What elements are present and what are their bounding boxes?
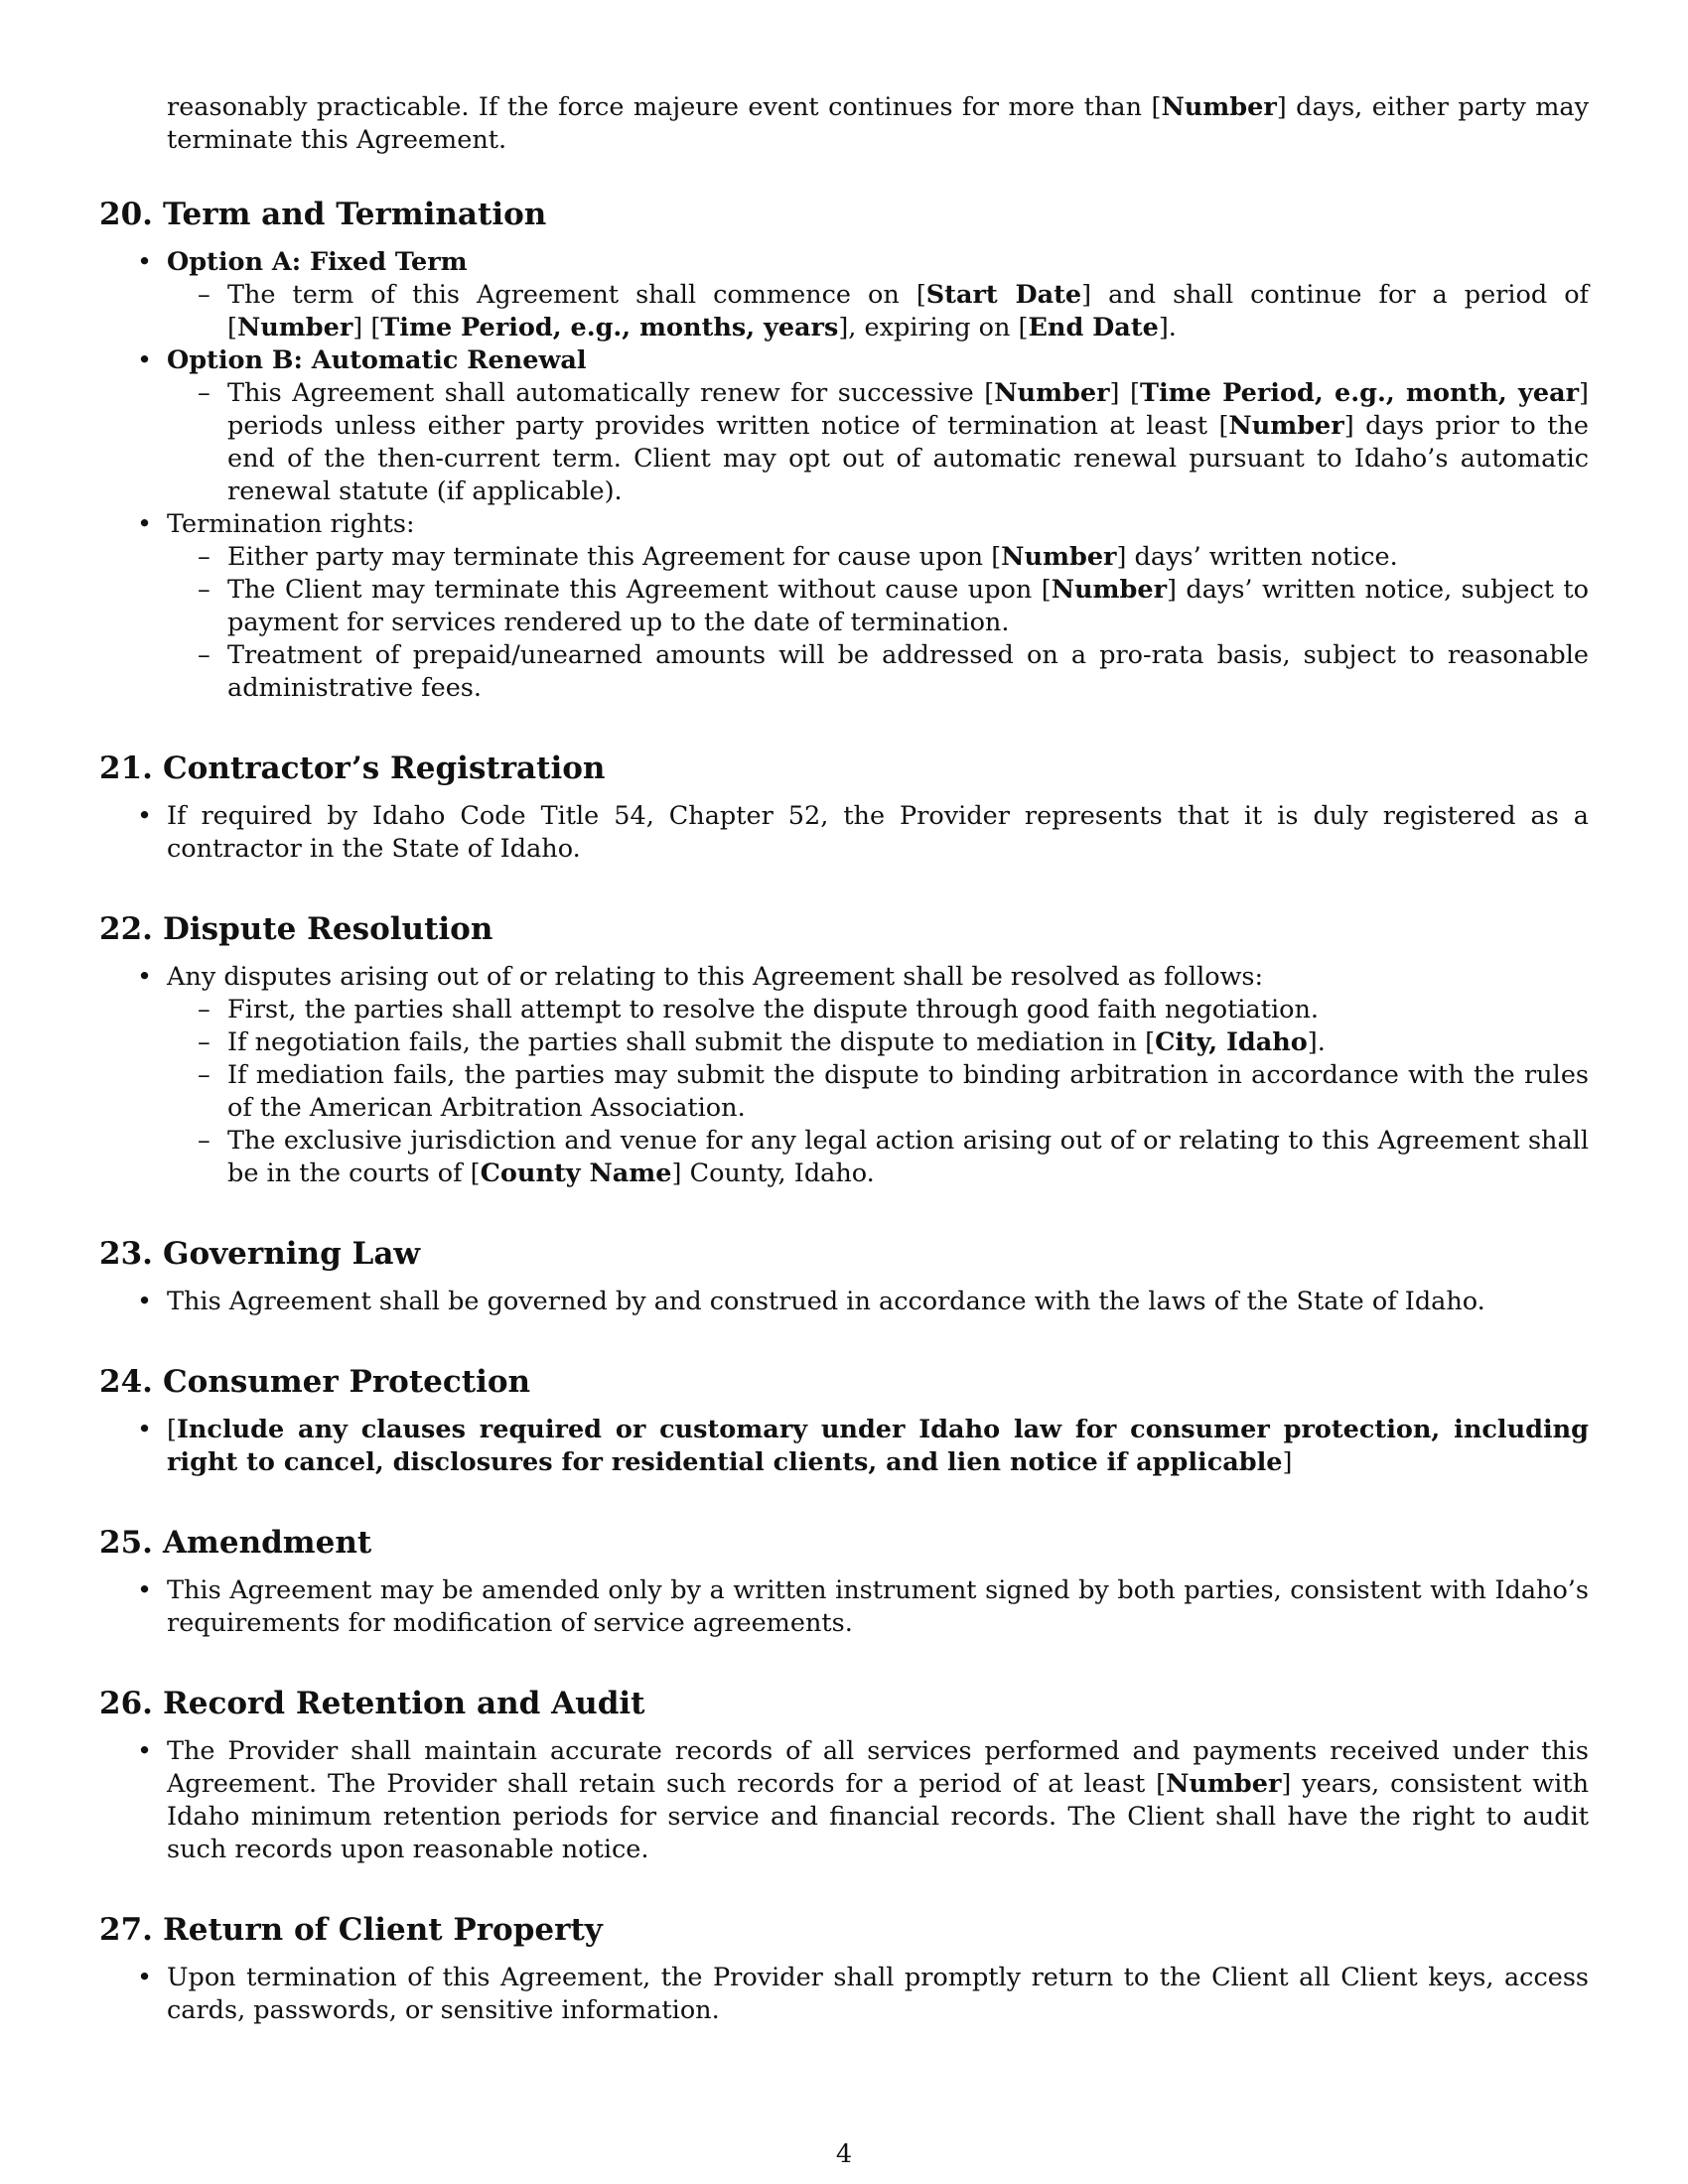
sub-list-item: – Either party may terminate this Agreement for cause upon [Number] days’ written notice. [227,541,1589,574]
section-heading [99,1686,1589,1721]
list-item: • If required by Idaho Code Title 54, Chapter 52, the Provider represents that it is duly registered as a contractor in the State of Idaho. [167,800,1589,866]
list-item: • The Provider shall maintain accurate records of all services performed and payments received under this Agreement. The Provider shall retain such records for a period of at least [Number] years, consistent with Idaho minimum retention periods for service and financial records. The Client shall have the right to audit such records upon reasonable notice. [167,1735,1589,1866]
bullet-list [99,1286,1589,1318]
list-item [167,508,1589,705]
placeholder-time-period: Time Period, e.g., month, year [1139,378,1580,408]
section-number: 22. [99,911,153,947]
intro-text: reasonably practicable. If the force majeure event continues for more than [ [167,92,1162,122]
list-item: • This Agreement shall be governed by and construed in accordance with the laws of the State of Idaho. [167,1286,1589,1318]
placeholder-number: Number [1051,575,1168,605]
sub-list-item: – This Agreement shall automatically renew for successive [Number] [Time Period, e.g., month, year] periods unless either party provides written notice of termination at least [Number] days prior to the end of the then-current term. Client may opt out of automatic renewal pursuant to Idaho’s automatic renewal statute (if applicable). [227,377,1589,508]
list-item: • Upon termination of this Agreement, the Provider shall promptly return to the Client all Client keys, access cards, passwords, or sensitive information. [167,1962,1589,2027]
placeholder-number: Number [1161,92,1277,122]
section-23 [99,1236,1589,1318]
placeholder-number: Number [994,378,1110,408]
sub-list-item: – If mediation fails, the parties may submit the dispute to binding arbitration in accordance with the rules of the American Arbitration Association. [227,1059,1589,1125]
section-title: Consumer Protection [163,1364,531,1400]
placeholder-number: Number [236,313,353,342]
section-title: Amendment [163,1525,372,1561]
list-item: • Any disputes arising out of or relating to this Agreement shall be resolved as follows: – First, the parties shall attempt to resolve the dispute through good faith negotiation. – If negotiation fails, the parties shall submit the dispute to mediation in [City, Idaho]. – If mediation fails, the parties may submit the dispute to binding arbitration in accordance with the rules of the American Arbitration Association. – The exclusive jurisdiction and venue for any legal action arising out of or relating to this Agreement shall be in the courts of [County Name] County, Idaho. [167,961,1589,1190]
termination-rights-label: Termination rights: [167,509,415,539]
placeholder-start-date: Start Date [925,280,1082,310]
placeholder-time-period: Time Period, e.g., months, years [380,313,839,342]
section-heading [99,1364,1589,1400]
sub-list [167,279,1589,344]
section-25 [99,1525,1589,1640]
section-heading [99,1236,1589,1272]
sub-list-item: – First, the parties shall attempt to resolve the dispute through good faith negotiation. [227,994,1589,1026]
placeholder-consumer-clauses: Include any clauses required or customary under Idaho law for consumer protection, including right to cancel, disclosures for residential clients, and lien notice if applicable [167,1415,1589,1477]
section-heading [99,911,1589,947]
intro-paragraph [167,91,1589,157]
list-item [167,344,1589,508]
option-a-label: Option A: Fixed Term [167,247,468,277]
section-21 [99,751,1589,866]
bullet-list [99,1962,1589,2027]
section-heading [99,1525,1589,1561]
section-number: 25. [99,1525,153,1561]
section-number: 21. [99,751,153,786]
bullet-list [99,1574,1589,1640]
section-number: 27. [99,1912,153,1948]
sub-list-item: – The Client may terminate this Agreement without cause upon [Number] days’ written notice, subject to payment for services rendered up to the date of termination. [227,574,1589,639]
section-heading [99,197,1589,232]
sub-list-item: – If negotiation fails, the parties shall submit the dispute to mediation in [City, Idaho]. [227,1026,1589,1059]
list-item: • [Include any clauses required or customary under Idaho law for consumer protection, including right to cancel, disclosures for residential clients, and lien notice if applicable] [167,1414,1589,1479]
placeholder-number: Number [1001,542,1117,572]
section-title: Term and Termination [163,197,547,232]
section-20 [99,197,1589,705]
section-26 [99,1686,1589,1866]
section-22 [99,911,1589,1190]
placeholder-end-date: End Date [1028,313,1159,342]
section-number: 24. [99,1364,153,1400]
section-title: Dispute Resolution [163,911,493,947]
list-item: • This Agreement may be amended only by a written instrument signed by both parties, consistent with Idaho’s requirements for modification of service agreements. [167,1574,1589,1640]
bullet-list [99,961,1589,1190]
section-number: 26. [99,1686,153,1721]
bullet-list [99,246,1589,705]
section-number: 23. [99,1236,153,1272]
section-number: 20. [99,197,153,232]
option-b-label: Option B: Automatic Renewal [167,345,587,375]
list-item [167,246,1589,344]
sub-list [167,541,1589,705]
page-number: 4 [835,2139,853,2169]
sub-list-item: – The term of this Agreement shall commence on [Start Date] and shall continue for a period of [Number] [Time Period, e.g., months, years], expiring on [End Date]. [227,279,1589,344]
placeholder-city: City, Idaho [1155,1027,1308,1057]
section-27 [99,1912,1589,2027]
sub-list [167,994,1589,1190]
section-title: Return of Client Property [163,1912,603,1948]
placeholder-county: County Name [480,1159,672,1188]
bullet-list [99,1414,1589,1479]
intro-text-end: ] days, either party may terminate this Agreement. [167,92,1589,155]
section-24 [99,1364,1589,1479]
section-title: Contractor’s Registration [163,751,606,786]
section-heading [99,1912,1589,1948]
section-heading [99,751,1589,786]
placeholder-number: Number [1166,1769,1282,1799]
sub-list [167,377,1589,508]
placeholder-number: Number [1228,411,1344,441]
bullet-list [99,1735,1589,1866]
sub-list-item: – Treatment of prepaid/unearned amounts will be addressed on a pro-rata basis, subject to reasonable administrative fees. [227,639,1589,705]
sub-list-item: – The exclusive jurisdiction and venue for any legal action arising out of or relating to this Agreement shall be in the courts of [County Name] County, Idaho. [227,1125,1589,1190]
section-title: Record Retention and Audit [163,1686,645,1721]
bullet-list [99,800,1589,866]
section-title: Governing Law [163,1236,421,1272]
